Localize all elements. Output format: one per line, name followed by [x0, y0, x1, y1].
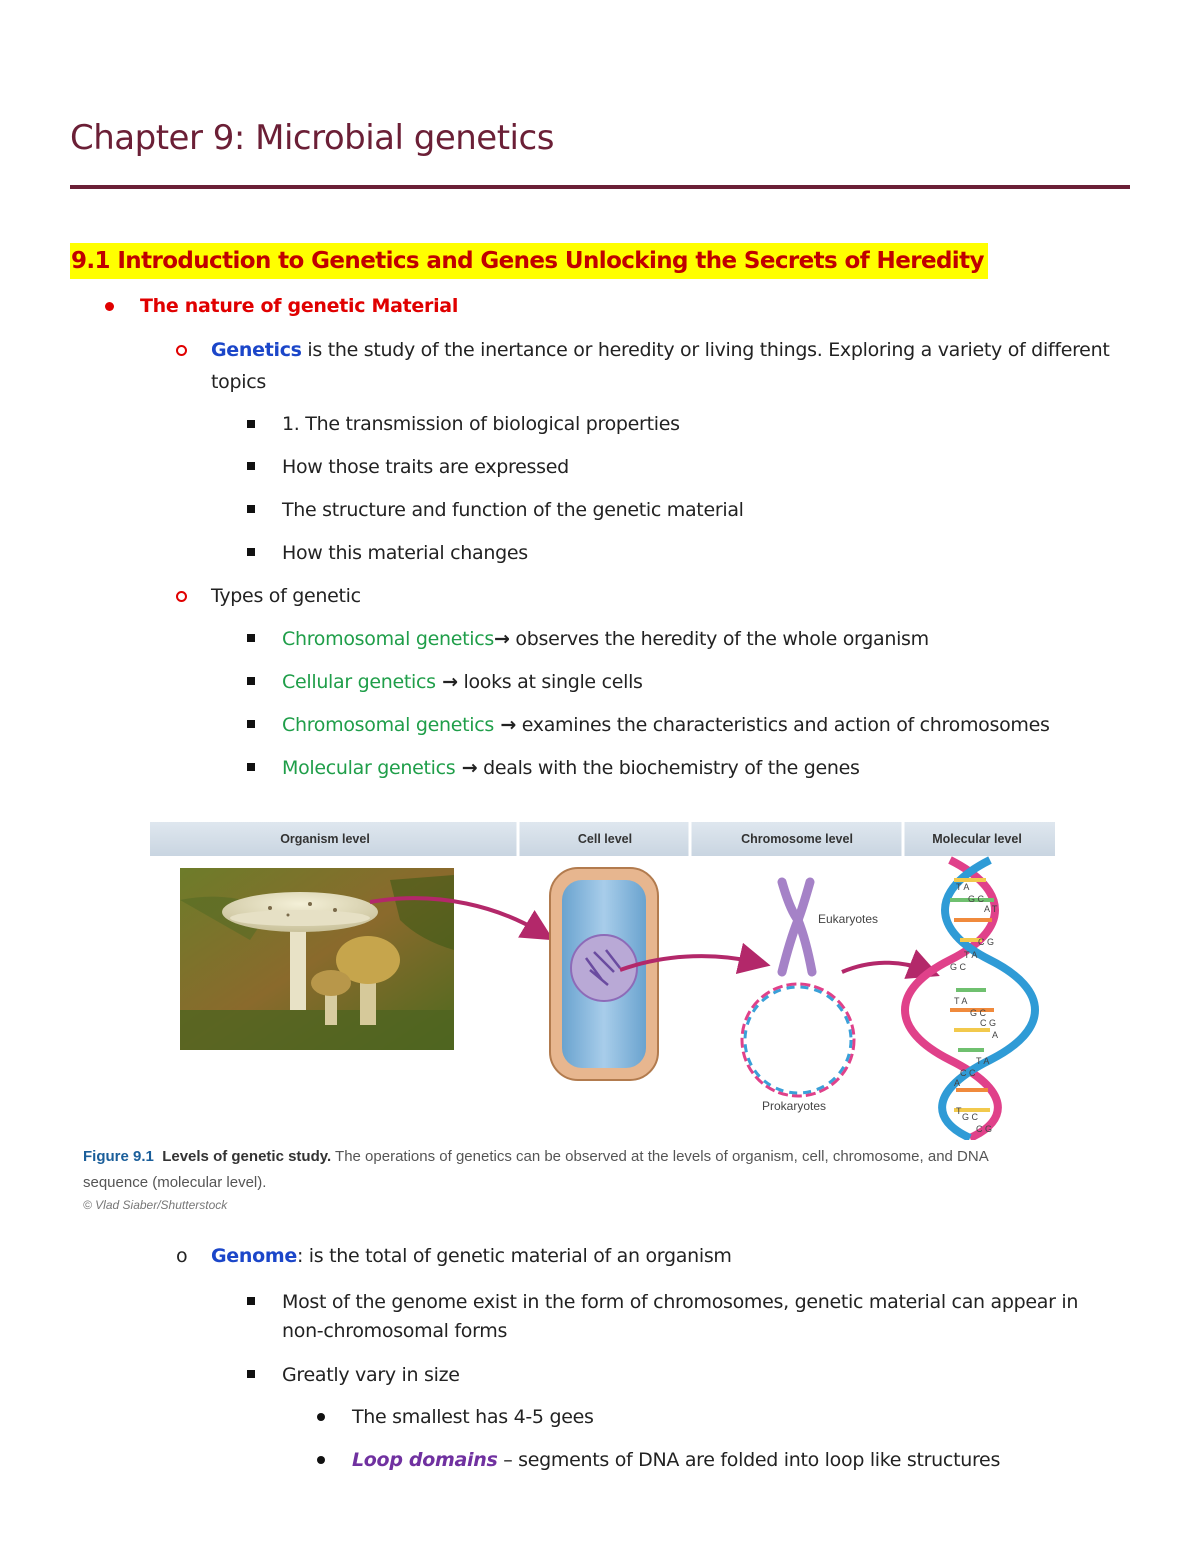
genetics-def-text: is the study of the inertance or heredity or living things. Exploring a variety of different [301, 339, 1110, 361]
list-item: Greatly vary in size [282, 1364, 460, 1386]
header-cell: Cell level [577, 832, 633, 846]
bullet-dot-icon [317, 1456, 325, 1464]
dna-letter: C G [978, 937, 995, 947]
list-item: Most of the genome exist in the form of chromosomes, genetic material can appear in [282, 1291, 1079, 1313]
header-organism: Organism level [280, 832, 370, 846]
figure-credit: © Vlad Siaber/Shutterstock [83, 1198, 228, 1212]
dna-letter: A [992, 1030, 999, 1040]
genome-definition [211, 1244, 732, 1268]
dna-letter: T [956, 1106, 962, 1116]
arrow-icon: → [494, 628, 510, 650]
label-prokaryotes: Prokaryotes [762, 1099, 827, 1113]
type-desc: observes the heredity of the whole organism [509, 628, 929, 650]
bullet-ring-icon [176, 591, 187, 602]
header-chromosome: Chromosome level [741, 832, 853, 846]
bullet-dot-icon [317, 1413, 325, 1421]
list-item [282, 756, 860, 780]
dna-letter: G C [970, 1008, 987, 1018]
page-title: Chapter 9: Microbial genetics [70, 118, 554, 158]
dna-letter: T A [954, 996, 968, 1006]
dna-letter: G C [950, 962, 967, 972]
bullet-o-icon: o [176, 1245, 188, 1267]
figure-caption [83, 1144, 989, 1169]
bullet-square-icon [247, 763, 255, 771]
types-heading: Types of genetic [211, 585, 361, 607]
bullet-square-icon [247, 677, 255, 685]
loop-domains-term: Loop domains [352, 1449, 498, 1471]
genetics-term: Genetics [211, 339, 302, 361]
arrow-icon: → [455, 757, 478, 779]
dna-letter: T A [976, 1056, 990, 1066]
prokaryotic-chromosome-illustration [742, 984, 854, 1096]
loop-domains-text: – segments of DNA are folded into loop like structures [497, 1449, 1001, 1471]
dna-letter: C G [980, 1018, 997, 1028]
label-eukaryotes: Eukaryotes [818, 912, 879, 926]
mushroom-photo [180, 868, 454, 1050]
bullet-square-icon [247, 634, 255, 642]
title-rule [70, 185, 1130, 189]
bullet-square-icon [247, 462, 255, 470]
header-molecular: Molecular level [932, 832, 1022, 846]
figure-levels-of-genetic-study [150, 820, 1055, 1140]
bullet-square-icon [247, 720, 255, 728]
list-item: The smallest has 4-5 gees [352, 1406, 594, 1428]
dna-double-helix-illustration [905, 860, 1035, 1138]
bullet-square-icon [247, 1297, 255, 1305]
arrow-icon: → [435, 671, 458, 693]
arrow-icon [842, 963, 925, 972]
list-item [352, 1448, 1000, 1472]
section-heading: 9.1 Introduction to Genetics and Genes Unlocking the Secrets of Heredity [70, 243, 988, 279]
type-term: Molecular genetics [282, 757, 456, 779]
type-desc: looks at single cells [457, 671, 643, 693]
type-desc: deals with the biochemistry of the genes [477, 757, 860, 779]
list-item [282, 670, 643, 694]
genome-def-text: : is the total of genetic material of an organism [296, 1245, 732, 1267]
list-item [282, 713, 1050, 737]
list-item [282, 627, 929, 651]
dna-letter: G C [962, 1112, 979, 1122]
list-item-continuation: non-chromosomal forms [282, 1320, 508, 1342]
dna-letter: A [954, 1078, 961, 1088]
bullet-ring-icon [176, 345, 187, 356]
genetics-definition [211, 338, 1109, 362]
dna-letter: T A [956, 882, 970, 892]
dna-letter: C G [976, 1124, 993, 1134]
caption-title: Levels of genetic study. [162, 1148, 332, 1165]
cell-illustration [550, 868, 658, 1080]
caption-figure-number: Figure 9.1 [83, 1148, 154, 1165]
caption-text: The operations of genetics can be observed at the levels of organism, cell, chromosome, and DNA [331, 1148, 989, 1165]
dna-letter: A T [984, 904, 998, 914]
list-item: The structure and function of the genetic material [282, 499, 744, 521]
type-desc: examines the characteristics and action of chromosomes [515, 714, 1050, 736]
type-term: Cellular genetics [282, 671, 436, 693]
dna-letter: G C [968, 894, 985, 904]
genome-term: Genome [211, 1245, 297, 1267]
bullet-dot-icon [105, 302, 114, 311]
arrow-icon: → [494, 714, 516, 736]
nature-heading: The nature of genetic Material [140, 295, 459, 317]
dna-letter: T A [964, 950, 978, 960]
dna-letter: C C [960, 1068, 976, 1078]
bullet-square-icon [247, 505, 255, 513]
type-term: Chromosomal genetics [282, 628, 495, 650]
genetics-def-line2: topics [211, 371, 266, 393]
bullet-square-icon [247, 548, 255, 556]
list-item: How those traits are expressed [282, 456, 569, 478]
list-item: 1. The transmission of biological properties [282, 413, 680, 435]
eukaryotic-chromosome-illustration [782, 882, 812, 972]
bullet-square-icon [247, 1370, 255, 1378]
bullet-square-icon [247, 420, 255, 428]
caption-line2: sequence (molecular level). [83, 1174, 267, 1191]
type-term: Chromosomal genetics [282, 714, 495, 736]
list-item: How this material changes [282, 542, 528, 564]
